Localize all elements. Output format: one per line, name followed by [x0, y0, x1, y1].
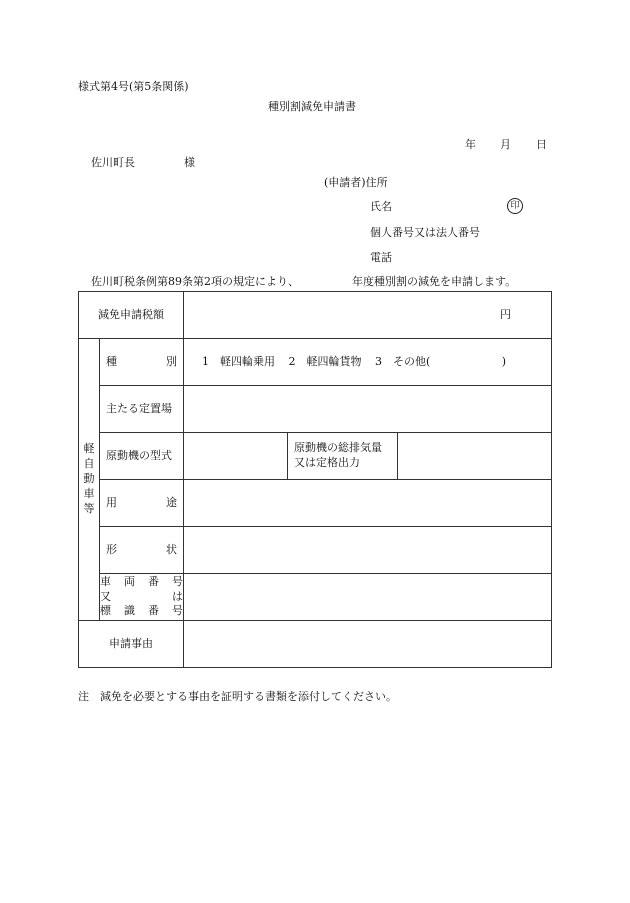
applicant-address-label: (申請者)住所 — [324, 176, 388, 189]
location-label: 主たる定置場 — [100, 386, 184, 433]
kind-options[interactable] — [184, 339, 552, 386]
kind-option-3: 3 その他( — [375, 354, 431, 368]
yen-unit: 円 — [500, 307, 512, 321]
kind-option-3-close: ) — [501, 354, 507, 368]
applicant-name-label: 氏名 — [370, 200, 392, 213]
vehicle-category-side-label: 軽 自 動 車 等 — [79, 339, 100, 621]
plate-number-field[interactable] — [184, 574, 552, 621]
statement-part2: 年度種別割の減免を申請します。 — [352, 275, 517, 288]
addressee-honorific: 様 — [184, 156, 195, 169]
addressee-name: 佐川町長 — [91, 156, 135, 169]
statement-part1: 佐川町税条例第89条第2項の規定により、 — [91, 275, 299, 288]
date-day-label: 日 — [536, 138, 547, 151]
shape-label: 形 状 — [100, 527, 184, 574]
engine-model-field[interactable] — [184, 433, 288, 480]
applicant-id-label: 個人番号又は法人番号 — [370, 226, 480, 239]
use-field[interactable] — [184, 480, 552, 527]
applicant-phone-label: 電話 — [370, 251, 392, 264]
kind-label: 種 別 — [100, 339, 184, 386]
location-field[interactable] — [184, 386, 552, 433]
tax-amount-label: 減免申請税額 — [79, 292, 184, 339]
form-number: 様式第4号(第5条関係) — [78, 80, 189, 93]
date-month-label: 月 — [500, 138, 511, 151]
displacement-field[interactable] — [398, 433, 552, 480]
reason-label: 申請事由 — [79, 621, 184, 668]
seal-mark: 印 — [507, 198, 523, 214]
engine-model-label: 原動機の型式 — [100, 433, 184, 480]
tax-amount-field[interactable] — [184, 292, 552, 339]
form-title: 種別割減免申請書 — [268, 100, 356, 113]
footnote: 注 減免を必要とする事由を証明する書類を添付してください。 — [78, 690, 397, 703]
shape-field[interactable] — [184, 527, 552, 574]
kind-option-2: 2 軽四輪貨物 — [288, 354, 362, 368]
application-table — [78, 291, 552, 668]
use-label: 用 途 — [100, 480, 184, 527]
date-year-label: 年 — [465, 138, 476, 151]
plate-number-label: 車 両 番 号 又 は 標 識 番 号 — [100, 574, 184, 621]
kind-option-1: 1 軽四輪乗用 — [202, 354, 275, 368]
reason-field[interactable] — [184, 621, 552, 668]
displacement-label: 原動機の総排気量 又は定格出力 — [288, 433, 398, 480]
